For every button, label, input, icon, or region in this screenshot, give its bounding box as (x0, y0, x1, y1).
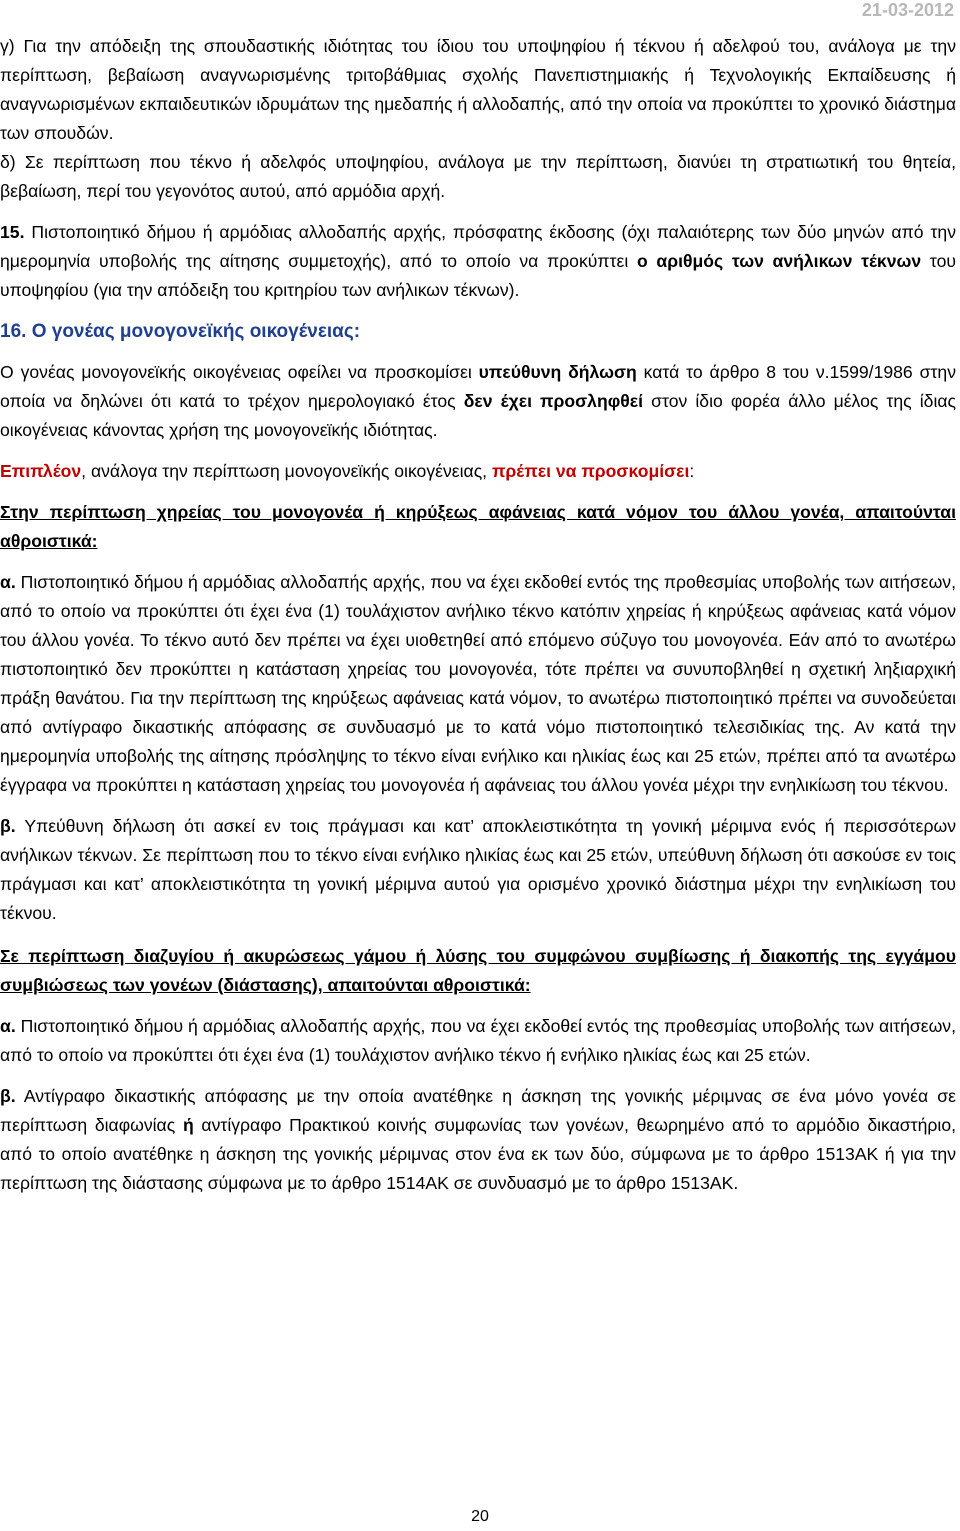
item-a-label: α. (0, 1016, 16, 1036)
item-a-text: Πιστοποιητικό δήμου ή αρμόδιας αλλοδαπής αρχής, που να έχει εκδοθεί εντός της προθεσμίας υποβολής των αιτήσεων, από το οποίο να προκύπτει ότι έχει ένα (1) τουλάχιστον ανήλικο τέκνο κατόπιν χηρείας ή κηρύξεως αφάνειας κατά νόμον του άλλου γονέα. Το τέκνο αυτό δεν πρέπει να έχει υιοθετηθεί από επόμενο σύζυγο του μονογονέα. Εάν από το ανωτέρω πιστοποιητικό δεν προκύπτει η κατάσταση χηρείας του μονογονέα, τότε πρέπει να συνυποβληθεί η σχετική ληξιαρχική πράξη θανάτου. Για την περίπτωση της κηρύξεως αφάνειας κατά νόμον, το ανωτέρω πιστοποιητικό πρέπει να συνοδεύεται από αντίγραφο δικαστικής απόφασης σε συνδυασμό με το κατά νόμο πιστοποιητικό τελεσιδικίας της. Αν κατά την ημερομηνία υποβολής της αίτησης πρόσληψης το τέκνο είναι ενήλικο και ηλικίας έως και 25 ετών, πρέπει από τα ανωτέρω έγγραφα να προκύπτει η κατάσταση χηρείας του μονογονέα ή αφάνειας του άλλου γονέα μέχρι την ενηλικίωση του τέκνου. (0, 572, 956, 795)
epipleon-must: πρέπει να προσκομίσει (491, 461, 690, 481)
case-widowhood-heading: Στην περίπτωση χηρείας του μονογονέα ή κηρύξεως αφάνειας κατά νόμον του άλλου γονέα, απαιτούνται αθροιστικά: (0, 502, 956, 551)
epipleon-end: : (689, 461, 695, 481)
section-15-text-1: Πιστοποιητικό δήμου ή αρμόδιας αλλοδαπής αρχής, πρόσφατης έκδοσης (όχι παλαιότερης των δύο μηνών από την ημερομηνία υποβολής της αίτησης συμμετοχής), από το οποίο να προκύπτει (0, 222, 956, 271)
case-widowhood-item-a (0, 568, 956, 800)
item-b-text-2: αντίγραφο Πρακτικού κοινής συμφωνίας των γονέων, θεωρημένο από το αρμόδιο δικαστήριο, από το οποίο ανατέθηκε η άσκηση της γονικής μέριμνας στον ένα εκ των δύο, σύμφωνα με το άρθρο 1513ΑΚ ή για την περίπτωση της διάστασης σύμφωνα με το άρθρο 1514ΑΚ σε συνδυασμό με το άρθρο 1513ΑΚ. (0, 1115, 956, 1193)
item-a-text: Πιστοποιητικό δήμου ή αρμόδιας αλλοδαπής αρχής, που να έχει εκδοθεί εντός της προθεσμίας υποβολής των αιτήσεων, από το οποίο να προκύπτει ότι έχει ένα (1) τουλάχιστον ανήλικο τέκνο ή ενήλικο ηλικίας έως και 25 ετών. (0, 1016, 956, 1065)
section-16-heading: 16. Ο γονέας μονογονεϊκής οικογένειας: (0, 321, 361, 342)
page-number: 20 (471, 1508, 489, 1525)
item-b-label: β. (0, 816, 16, 836)
item-a-label: α. (0, 572, 16, 592)
item-b-label: β. (0, 1086, 16, 1106)
section-16-bold-2: δεν έχει προσληφθεί (463, 391, 644, 411)
section-15-number: 15. (0, 222, 25, 242)
header-date: 21-03-2012 (861, 0, 954, 20)
case-divorce-item-b (0, 1082, 956, 1198)
section-16-text-2: κατά το άρθρο 8 του ν.1599/1986 στην οποία να δηλώνει ότι κατά το τρέχον ημερολογιακό έτος (0, 362, 956, 411)
section-15 (0, 218, 956, 305)
case-divorce-heading: Σε περίπτωση διαζυγίου ή ακυρώσεως γάμου ή λύσης του συμφώνου συμβίωσης ή διακοπής της εγγάμου συμβιώσεως των γονέων (διάστασης), απαιτούνται αθροιστικά: (0, 946, 956, 995)
section-16-body (0, 358, 956, 445)
section-16-text-3: στον ίδιο φορέα άλλο μέλος της ίδιας οικογένειας κάνοντας χρήση της μονογονεϊκής ιδιότητας. (0, 391, 957, 440)
item-b-text: Υπεύθυνη δήλωση ότι ασκεί εν τοις πράγμασι και κατ’ αποκλειστικότητα τη γονική μέριμνα ενός ή περισσότερων ανήλικων τέκνων. Σε περίπτωση που το τέκνο είναι ενήλικο ηλικίας έως και 25 ετών, υπεύθυνη δήλωση ότι ασκούσε εν τοις πράγμασι και κατ’ αποκλειστικότητα τη γονική μέριμνα αυτού για ορισμένο χρονικό διάστημα μέχρι την ενηλικίωση του τέκνου. (0, 816, 956, 923)
item-b-text-1: Αντίγραφο δικαστικής απόφασης με την οποία ανατέθηκε η άσκηση της γονικής μέριμνας σε ένα μόνο γονέα σε περίπτωση διαφωνίας (0, 1086, 956, 1135)
epipleon-paragraph (0, 457, 956, 486)
case-widowhood-item-b (0, 812, 956, 928)
item-b-bold-or: ή (182, 1115, 194, 1135)
epipleon-lead: Επιπλέον (0, 461, 82, 481)
paragraph-gamma: γ) Για την απόδειξη της σπουδαστικής ιδιότητας του ίδιου του υποψηφίου ή τέκνου ή αδελφού του, ανάλογα με την περίπτωση, βεβαίωση αναγνωρισμένης τριτοβάθμιας σχολής Πανεπιστημιακής ή Τεχνολογικής Εκπαίδευσης ή αναγνωρισμένων εκπαιδευτικών ιδρυμάτων της ημεδαπής ή αλλοδαπής, από την οποία να προκύπτει το χρονικό διάστημα των σπουδών. (0, 36, 956, 143)
epipleon-mid: , ανάλογα την περίπτωση μονογονεϊκής οικογένειας, (81, 461, 492, 481)
document-body (0, 32, 956, 1198)
case-divorce-item-a (0, 1012, 956, 1070)
section-15-text-2: του υποψηφίου (για την απόδειξη του κριτηρίου των ανήλικων τέκνων). (0, 251, 956, 300)
section-15-bold: ο αριθμός των ανήλικων τέκνων (636, 251, 922, 271)
section-16-text-1: Ο γονέας μονογονεϊκής οικογένειας οφείλει να προσκομίσει (0, 362, 479, 382)
section-16-bold-1: υπεύθυνη δήλωση (478, 362, 637, 382)
paragraph-delta: δ) Σε περίπτωση που τέκνο ή αδελφός υποψηφίου, ανάλογα με την περίπτωση, διανύει τη στρατιωτική του θητεία, βεβαίωση, περί του γεγονότος αυτού, από αρμόδια αρχή. (0, 152, 956, 201)
